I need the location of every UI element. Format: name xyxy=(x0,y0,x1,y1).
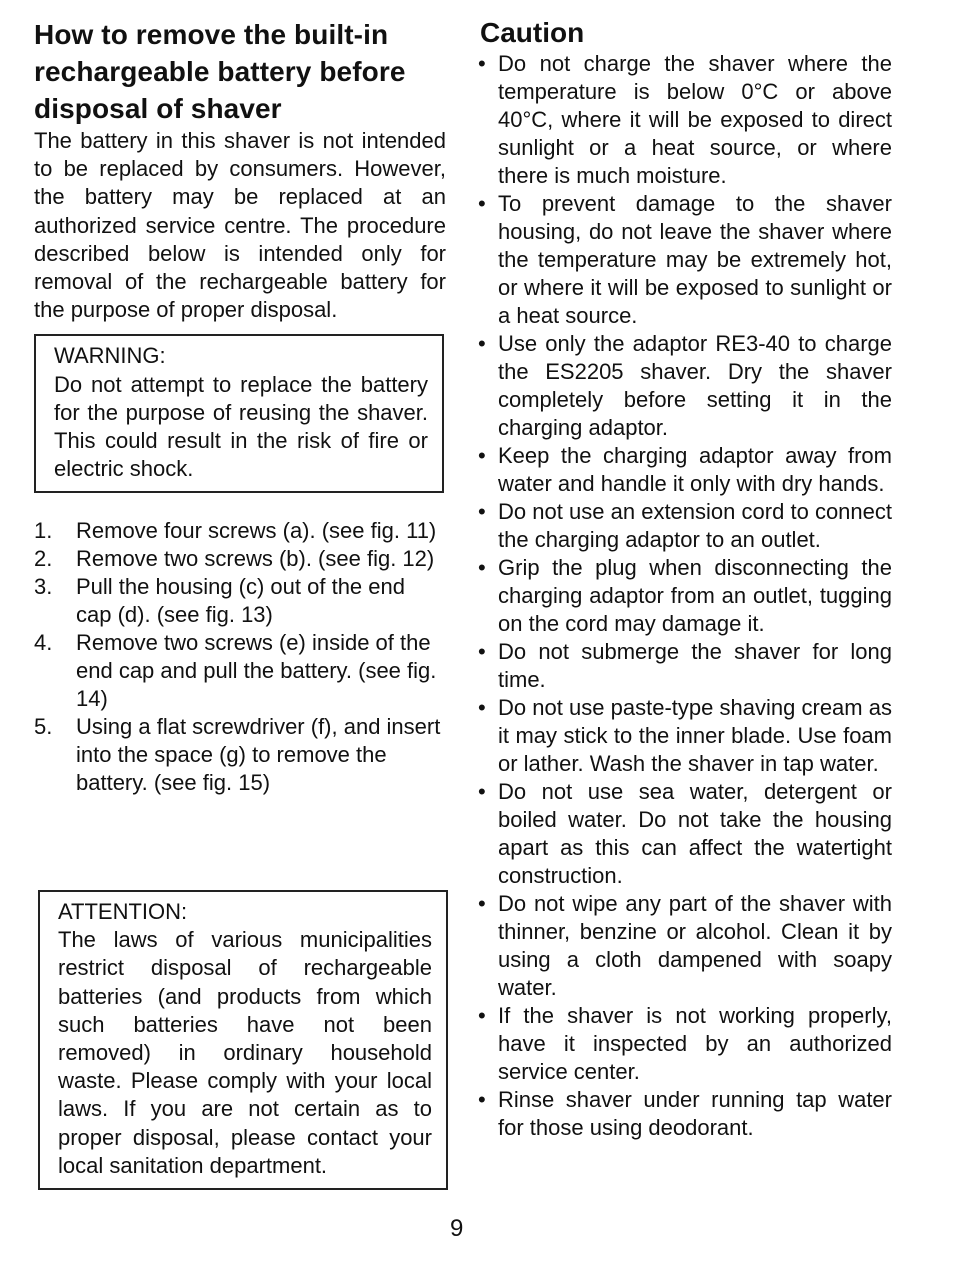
caution-text: Do not use an extension cord to connect the charging adaptor to an outlet. xyxy=(498,499,892,552)
step-item xyxy=(34,573,446,629)
caution-item xyxy=(478,554,892,638)
caution-list xyxy=(478,50,892,1142)
bullet-icon: • xyxy=(478,639,486,664)
step-item xyxy=(34,629,446,713)
step-number: 3. xyxy=(34,574,53,600)
caution-text: Do not submerge the shaver for long time. xyxy=(498,639,892,692)
step-item xyxy=(34,545,446,573)
attention-box xyxy=(38,890,448,1190)
attention-title: ATTENTION: xyxy=(58,899,188,924)
step-number: 1. xyxy=(34,518,53,544)
bullet-icon: • xyxy=(478,891,486,916)
step-item xyxy=(34,713,446,797)
step-text: Remove four screws (a). (see fig. 11) xyxy=(76,518,437,544)
step-text: Remove two screws (b). (see fig. 12) xyxy=(76,546,435,572)
caution-text: Do not use sea water, detergent or boiled water. Do not take the housing apart as this can affect the watertight construction. xyxy=(498,779,892,888)
caution-item xyxy=(478,50,892,190)
warning-box xyxy=(34,334,444,493)
caution-text: If the shaver is not working properly, have it inspected by an authorized service center. xyxy=(498,1003,892,1084)
caution-text: Use only the adaptor RE3-40 to charge the ES2205 shaver. Dry the shaver completely before setting it in the charging adaptor. xyxy=(498,331,892,440)
bullet-icon: • xyxy=(478,443,486,468)
bullet-icon: • xyxy=(478,191,486,216)
caution-text: Grip the plug when disconnecting the charging adaptor from an outlet, tugging on the cord may damage it. xyxy=(498,555,892,636)
bullet-icon: • xyxy=(478,51,486,76)
bullet-icon: • xyxy=(478,1087,486,1112)
caution-text: Keep the charging adaptor away from water and handle it only with dry hands. xyxy=(498,443,892,496)
caution-item xyxy=(478,694,892,778)
bullet-icon: • xyxy=(478,555,486,580)
step-text: Pull the housing (c) out of the end cap (d). (see fig. 13) xyxy=(76,574,405,628)
bullet-icon: • xyxy=(478,1003,486,1028)
caution-item xyxy=(478,778,892,890)
attention-body: The laws of various municipalities restrict disposal of rechargeable batteries (and products from which such batteries have not been removed) in ordinary household waste. Please comply with your local laws. If you are not certain as to proper disposal, please contact your local sanitation department. xyxy=(58,927,432,1178)
bullet-icon: • xyxy=(478,331,486,356)
caution-text: Rinse shaver under running tap water for those using deodorant. xyxy=(498,1087,892,1140)
step-number: 5. xyxy=(34,714,53,740)
caution-item xyxy=(478,638,892,694)
caution-item xyxy=(478,890,892,1002)
bullet-icon: • xyxy=(478,499,486,524)
caution-text: Do not charge the shaver where the temperature is below 0°C or above 40°C, where it will be exposed to direct sunlight or a heat source, or where there is much moisture. xyxy=(498,51,892,188)
right-column xyxy=(478,16,892,1142)
warning-body: Do not attempt to replace the battery for the purpose of reusing the shaver. This could result in the risk of fire or electric shock. xyxy=(54,371,428,482)
caution-item xyxy=(478,1002,892,1086)
caution-item xyxy=(478,498,892,554)
caution-text: To prevent damage to the shaver housing, do not leave the shaver where the temperature may be extremely hot, or where it will be exposed to sunlight or a heat source. xyxy=(498,191,892,328)
caution-item xyxy=(478,190,892,330)
caution-item xyxy=(478,442,892,498)
page-number: 9 xyxy=(450,1215,464,1242)
caution-text: Do not use paste-type shaving cream as it may stick to the inner blade. Use foam or lather. Wash the shaver in tap water. xyxy=(498,695,892,776)
step-item xyxy=(34,517,446,545)
caution-text: Do not wipe any part of the shaver with thinner, benzine or alcohol. Clean it by using a cloth dampened with soapy water. xyxy=(498,891,892,1000)
bullet-icon: • xyxy=(478,695,486,720)
step-number: 4. xyxy=(34,630,53,656)
bullet-icon: • xyxy=(478,779,486,804)
step-text: Using a flat screwdriver (f), and insert into the space (g) to remove the battery. (see fig. 15) xyxy=(76,714,441,796)
step-text: Remove two screws (e) inside of the end cap and pull the battery. (see fig. 14) xyxy=(76,630,437,712)
removal-steps xyxy=(34,517,446,797)
caution-heading: Caution xyxy=(480,17,585,48)
section-heading: How to remove the built-in rechargeable battery before disposal of shaver xyxy=(34,19,406,124)
caution-item xyxy=(478,330,892,442)
intro-paragraph: The battery in this shaver is not intended to be replaced by consumers. However, the battery may be replaced at an authorized service centre. The procedure described below is intended only for removal of the rechargeable battery for the purpose of proper disposal. xyxy=(34,128,446,323)
left-column xyxy=(34,16,446,1178)
caution-item xyxy=(478,1086,892,1142)
step-number: 2. xyxy=(34,546,53,572)
warning-title: WARNING: xyxy=(54,343,166,369)
